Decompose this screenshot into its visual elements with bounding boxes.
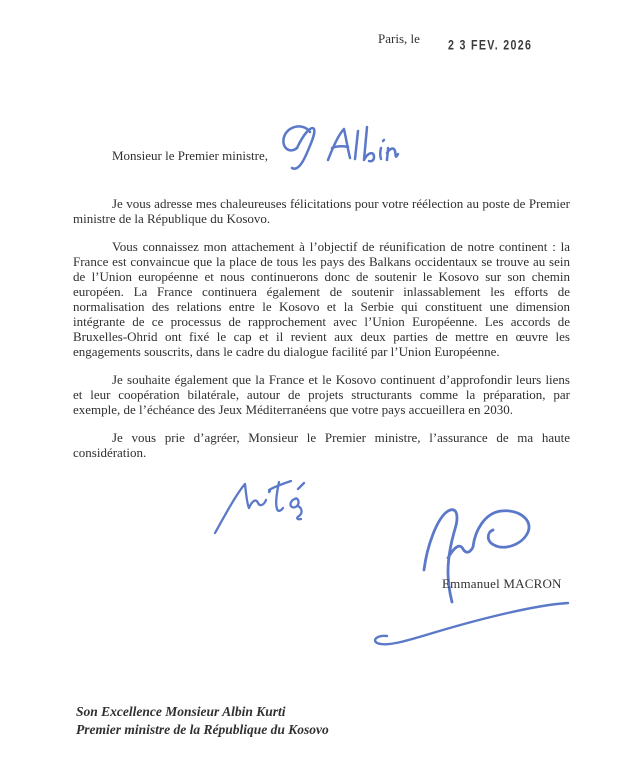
letter-paragraph: Vous connaissez mon attachement à l’objectif de réunification de notre continent : la France est convaincue que la place de tous les pays des Balkans occidentaux se trouve au sein de l’Union européenne et nous continuerons donc de soutenir le Kosovo sur son chemin européen. La France continuera également de soutenir inlassablement les efforts de normalisation des relations entre le Kosovo et la Serbie qui constituent une dimension intégrante de ce processus de rapprochement avec l’Union Européenne. Les accords de Bruxelles-Ohrid ont fixé le cap et il revient aux deux parties de mettre en œuvre les engagements souscrits, dans le cadre du dialogue facilité par l’Union Européenne. <box>73 239 570 359</box>
letter-paragraph: Je vous adresse mes chaleureuses félicitations pour votre réélection au poste de Premier ministre de la République du Kosovo. <box>73 196 570 226</box>
signature-flourish-icon <box>366 594 574 650</box>
recipient-title: Premier ministre de la République du Kosovo <box>76 722 329 737</box>
salutation: Monsieur le Premier ministre, <box>112 148 268 163</box>
date-stamp: 2 3 FEV. 2026 <box>448 37 533 53</box>
letter-body <box>73 196 570 473</box>
recipient-block <box>76 703 329 739</box>
letter-paragraph: Je souhaite également que la France et le Kosovo continuent d’approfondir leurs liens et leur coopération bilatérale, autour de projets structurants comme la préparation, par exemple, de l’échéance des Jeux Méditerranéens que votre pays accueillera en 2030. <box>73 372 570 417</box>
handwritten-closing-icon <box>209 475 313 539</box>
place-line: Paris, le <box>378 31 420 46</box>
handwritten-greeting-icon <box>270 120 402 178</box>
recipient-name: Son Excellence Monsieur Albin Kurti <box>76 704 286 719</box>
signature-name: Emmanuel MACRON <box>442 576 562 591</box>
letter-paragraph: Je vous prie d’agréer, Monsieur le Premier ministre, l’assurance de ma haute considération. <box>73 430 570 460</box>
